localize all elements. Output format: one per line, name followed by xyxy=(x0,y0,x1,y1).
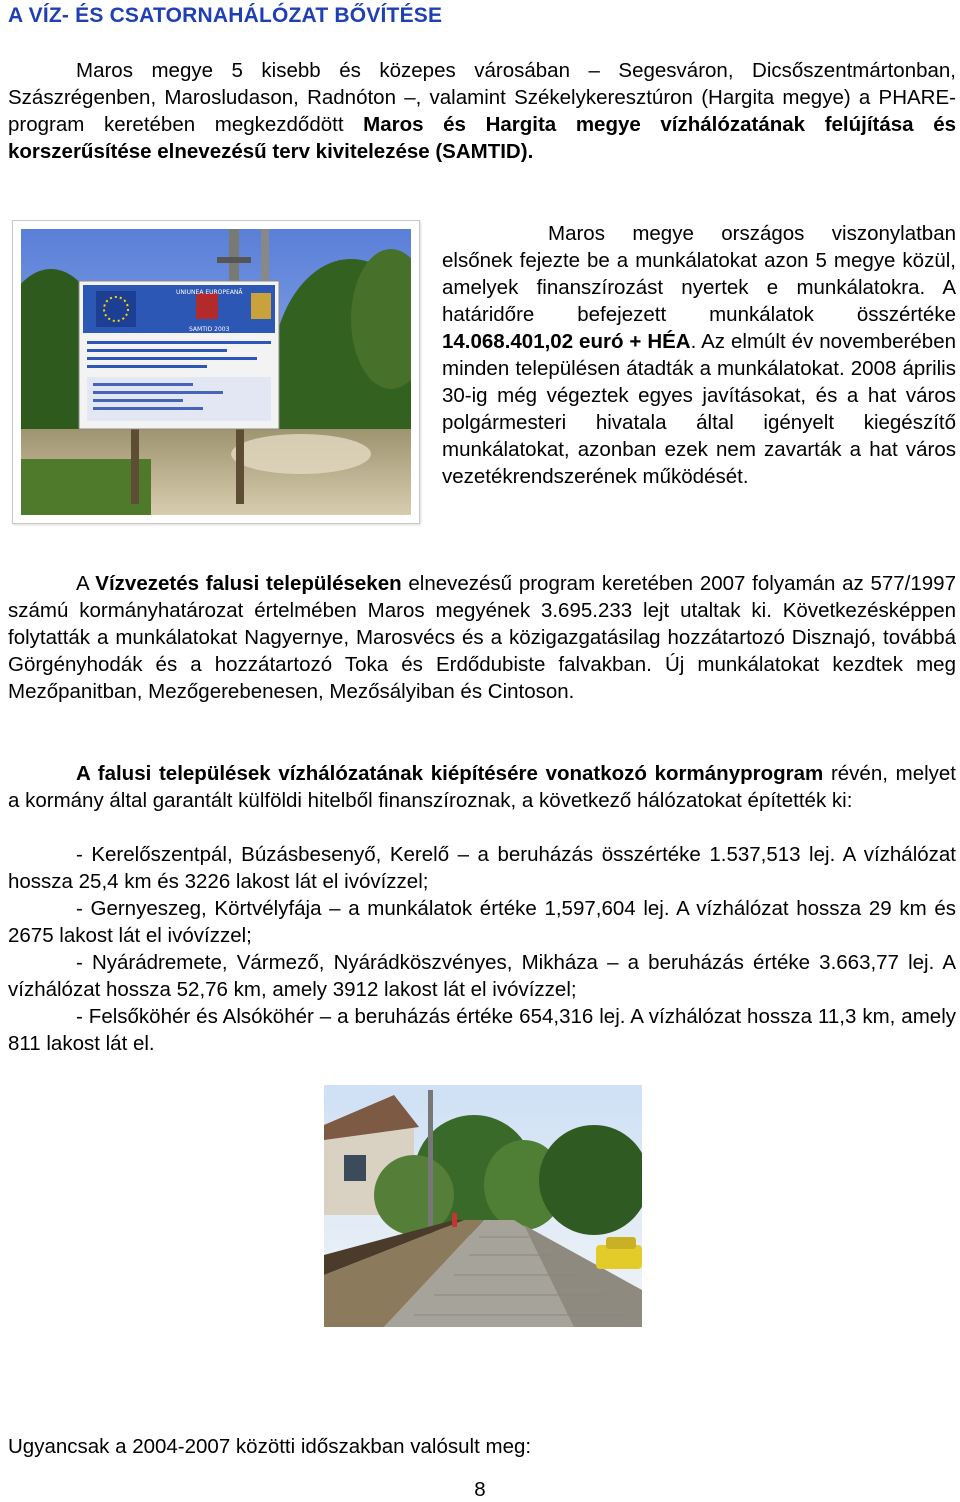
side-amount: 14.068.401,02 euró + HÉA xyxy=(442,330,691,353)
village-program-name: Vízvezetés falusi településeken xyxy=(95,572,402,595)
village-pre: A xyxy=(76,572,96,595)
page-title: A VÍZ- ÉS CSATORNAHÁLÓZAT BŐVÍTÉSE xyxy=(8,4,443,27)
government-program-paragraph xyxy=(8,760,956,814)
side-paragraph xyxy=(442,220,956,490)
intro-text: Maros megye 5 kisebb és közepes városában – Segesváron, Dicsőszentmártonban, Szászrégenben, Marosludason, Radnóton –, valamint Székelykeresztúron (Hargita megye) a PHARE-program keretében megkezdődött xyxy=(8,59,956,136)
intro-paragraph xyxy=(8,57,956,165)
intro-bold-text: Maros és Hargita megye vízhálózatának felújítása és korszerűsítése elnevezésű terv kivitelezése (SAMTID). xyxy=(8,113,956,163)
side-text-2: . Az elmúlt év novemberében minden településen átadták a munkálatokat. 2008 április 30-ig még végeztek egyes javításokat, és a hat város polgármesteri hivatala által igényelt kiegészítő munkálatokat, azonban ezek nem zavarták a hat város vezetékrendszerének működését. xyxy=(442,330,956,488)
billboard-header-text: UNIUNEA EUROPEANĂ xyxy=(176,289,243,296)
government-program-name: A falusi települések vízhálózatának kiépítésére vonatkozó kormányprogram xyxy=(76,762,824,785)
list-item: - Felsőköhér és Alsóköhér – a beruházás értéke 654,316 lej. A vízhálózat hossza 11,3 km, amely 811 lakost lát el. xyxy=(8,1005,956,1055)
network-list xyxy=(8,841,956,1057)
village-text: elnevezésű program keretében 2007 folyamán az 577/1997 számú kormányhatározat értelmében Maros megyének 3.695.233 lejt utaltak ki. Következésképpen folytatták a munkálatokat Nagyernye, Marosvécs és a közigazgatásilag hozzátartozó Disznajó, továbbá Görgényhodák és a hozzátartozó Toka és Erdődubiste falvakban. Új munkálatokat kezdtek meg Mezőpanitban, Mezőgerebenesen, Mezősályiban és Cintoson. xyxy=(8,572,956,703)
government-text: révén, melyet a kormány által garantált külföldi hitelből finanszíroznak, a következő hálózatokat építették ki: xyxy=(8,762,957,812)
page-number: 8 xyxy=(474,1478,486,1501)
list-item: - Nyárádremete, Vármező, Nyárádköszvényes, Mikháza – a beruházás értéke 3.663,77 lej. A vízhálózat hossza 52,76 km, amely 3912 lakost lát el ivóvízzel; xyxy=(8,951,956,1001)
footer-sentence: Ugyancsak a 2004-2007 közötti időszakban valósult meg: xyxy=(8,1435,532,1458)
list-item: - Gernyeszeg, Körtvélyfája – a munkálatok értéke 1,597,604 lej. A vízhálózat hossza 29 km és 2675 lakost lát el ivóvízzel; xyxy=(8,897,956,947)
billboard-photo xyxy=(12,220,420,524)
side-text-1: Maros megye országos viszonylatban elsőnek fejezte be a munkálatokat azon 5 megye közül, amelyek finanszírozást nyertek e munkálatokra. A határidőre befejezett munkálatok összértéke xyxy=(442,222,956,326)
billboard-title-text: SAMTID 2003 xyxy=(189,326,230,333)
list-item: - Kerelőszentpál, Búzásbesenyő, Kerelő – a beruházás összértéke 1.537,513 lej. A vízhálózat hossza 25,4 km és 3226 lakost lát el ivóvízzel; xyxy=(8,843,956,893)
village-program-paragraph xyxy=(8,570,956,705)
street-works-photo xyxy=(324,1085,642,1327)
